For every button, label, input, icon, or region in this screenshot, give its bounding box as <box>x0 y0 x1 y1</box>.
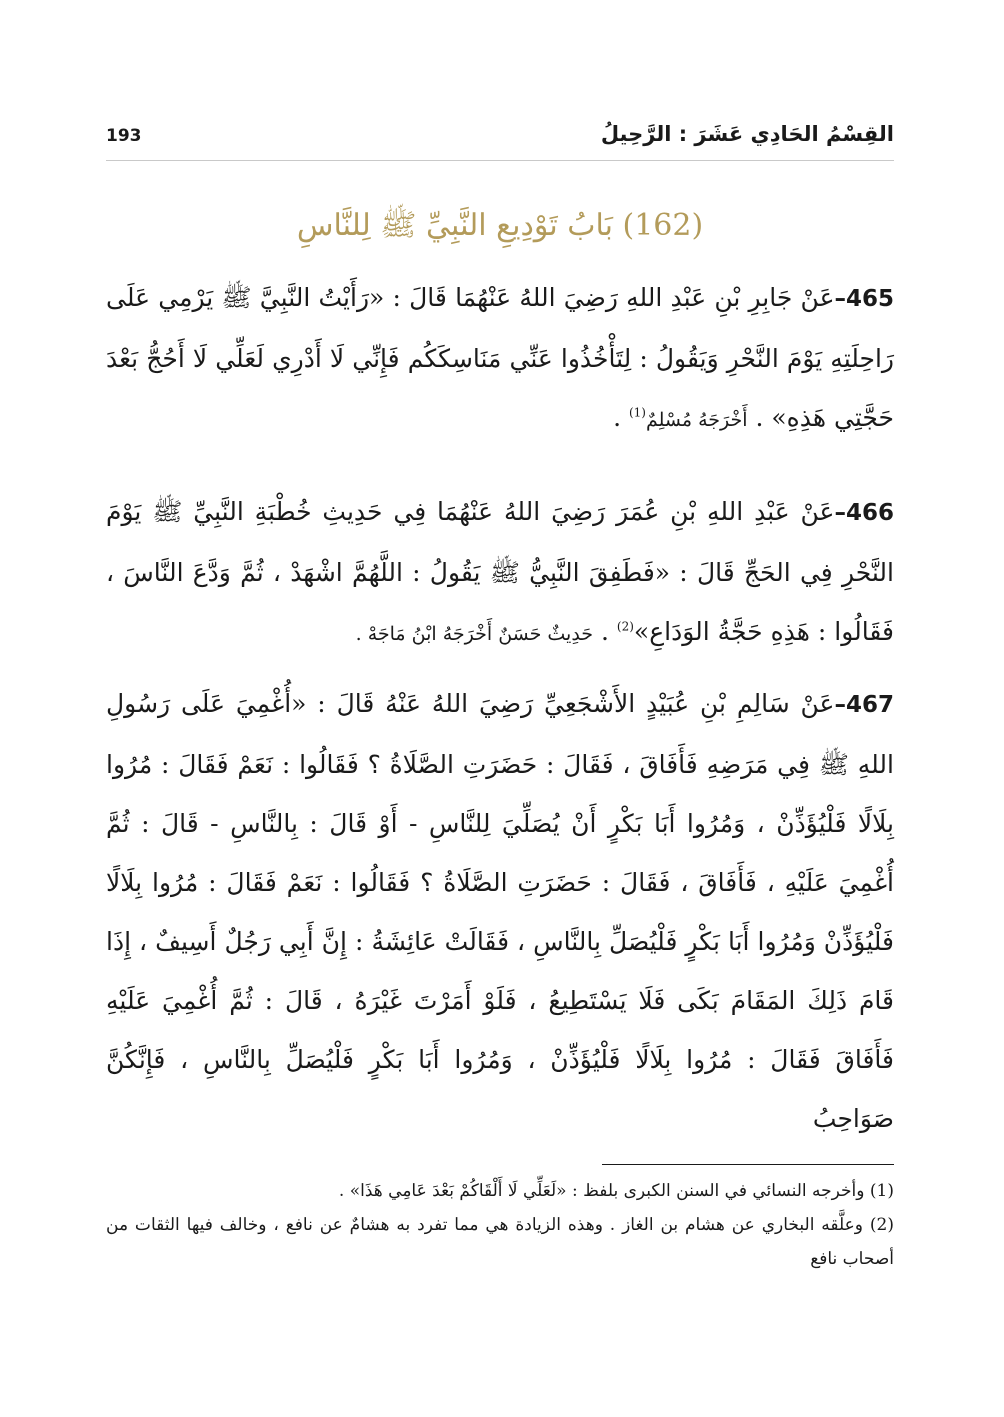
chapter-title: (162) بَابُ تَوْدِيعِ النَّبِيِّ ﷺ لِلنَّاسِ <box>296 208 704 243</box>
hadith-text: عَنْ جَابِرِ بْنِ عَبْدِ اللهِ رَضِيَ اللهُ عَنْهُمَا قَالَ : «رَأَيْتُ النَّبِيَّ ﷺ يَرْمِي عَلَى رَاحِلَتِهِ يَوْمَ النَّحْرِ وَيَقُولُ : لِتَأْخُذُوا عَنِّي مَنَاسِكَكُم فَإِنِّي لَا أَدْرِي لَعَلِّي لَا أَحُجُّ بَعْدَ حَجَّتِي هَذِهِ» . <box>106 283 894 432</box>
hadith-466: 466–عَنْ عَبْدِ اللهِ بْنِ عُمَرَ رَضِيَ اللهُ عَنْهُمَا فِي حَدِيثِ خُطْبَةِ النَّبِيِّ ﷺ يَوْمَ النَّحْرِ فِي الحَجِّ قَالَ : «فَطَفِقَ النَّبِيُّ ﷺ يَقُولُ : اللَّهُمَّ اشْهَدْ ، ثُمَّ وَدَّعَ النَّاسَ ، فَقَالُوا : هَذِهِ حَجَّةُ الوَدَاعِ»$^{(2)}$ . حَدِيثٌ حَسَنٌ أَخْرَجَهُ ابْنُ مَاجَهْ . <box>106 497 894 646</box>
footnote-divider <box>602 1164 894 1165</box>
page-number: 193 <box>106 126 142 146</box>
footnote-marker: (1) <box>628 405 646 420</box>
hadith-465: 465–عَنْ جَابِرِ بْنِ عَبْدِ اللهِ رَضِيَ اللهُ عَنْهُمَا قَالَ : «رَأَيْتُ النَّبِيَّ ﷺ يَرْمِي عَلَى رَاحِلَتِهِ يَوْمَ النَّحْرِ وَيَقُولُ : لِتَأْخُذُوا عَنِّي مَنَاسِكَكُم فَإِنِّي لَا أَدْرِي لَعَلِّي لَا أَحُجُّ بَعْدَ حَجَّتِي هَذِهِ» . أَخْرَجَهُ مُسْلِمٌ$^{(1)}$ . <box>106 283 894 432</box>
hadith-text: عَنْ عَبْدِ اللهِ بْنِ عُمَرَ رَضِيَ اللهُ عَنْهُمَا فِي حَدِيثِ خُطْبَةِ النَّبِيِّ ﷺ يَوْمَ النَّحْرِ فِي الحَجِّ قَالَ : «فَطَفِقَ النَّبِيُّ ﷺ يَقُولُ : اللَّهُمَّ اشْهَدْ ، ثُمَّ وَدَّعَ النَّاسَ ، فَقَالُوا : هَذِهِ حَجَّةُ الوَدَاعِ» <box>106 497 894 646</box>
footnote-1: (1) وأخرجه النسائي في السنن الكبرى بلفظ : «لَعَلِّي لَا أَلْقَاكُمْ بَعْدَ عَامِي هَذَا» . <box>338 1181 894 1201</box>
hadith-source: أَخْرَجَهُ مُسْلِمٌ <box>645 409 748 431</box>
hadith-text: عَنْ سَالِمِ بْنِ عُبَيْدٍ الأَشْجَعِيِّ رَضِيَ اللهُ عَنْهُ قَالَ : «أُغْمِيَ عَلَى رَسُولِ اللهِ ﷺ فِي مَرَضِهِ فَأَفَاقَ ، فَقَالَ : حَضَرَتِ الصَّلَاةُ ؟ فَقَالُوا : نَعَمْ فَقَالَ : مُرُوا بِلَالًا فَلْيُؤَذِّنْ ، وَمُرُوا أَبَا بَكْرٍ أَنْ يُصَلِّيَ لِلنَّاسِ - أَوْ قَالَ : بِالنَّاسِ - قَالَ : ثُمَّ أُغْمِيَ عَلَيْهِ ، فَأَفَاقَ ، فَقَالَ : حَضَرَتِ الصَّلَاةُ ؟ فَقَالُوا : نَعَمْ فَقَالَ : مُرُوا بِلَالًا فَلْيُؤَذِّنْ وَمُرُوا أَبَا بَكْرٍ فَلْيُصَلِّ بِالنَّاسِ ، فَقَالَتْ عَائِشَةُ : إِنَّ أَبِي رَجُلٌ أَسِيفٌ ، إِذَا قَامَ ذَلِكَ المَقَامَ بَكَى فَلَا يَسْتَطِيعُ ، فَلَوْ أَمَرْتَ غَيْرَهُ ، قَالَ : ثُمَّ أُغْمِيَ عَلَيْهِ فَأَفَاقَ فَقَالَ : مُرُوا بِلَالًا فَلْيُؤَذِّنْ ، وَمُرُوا أَبَا بَكْرٍ فَلْيُصَلِّ بِالنَّاسِ ، فَإِنَّكُنَّ صَوَاحِبُ <box>106 689 894 1133</box>
hadith-number: 466– <box>834 500 894 526</box>
hadith-number: 465– <box>834 286 894 312</box>
footnote-marker: (2) <box>616 619 634 634</box>
section-title: القِسْمُ الحَادِي عَشَرَ : الرَّحِيلُ <box>600 122 894 146</box>
footnotes <box>106 1174 894 1276</box>
hadith-number: 467– <box>834 692 894 718</box>
header-divider <box>106 160 894 161</box>
hadith-source: حَدِيثٌ حَسَنٌ أَخْرَجَهُ ابْنُ مَاجَهْ . <box>355 623 594 645</box>
hadith-467 <box>106 674 894 1148</box>
footnote-2: (2) وعلَّقه البخاري عن هشام بن الغاز . وهذه الزيادة هي مما تفرد به هشامٌ عن نافع ، وخالف فيها الثقات من أصحاب نافع <box>106 1215 894 1269</box>
running-header <box>106 118 894 152</box>
book-page <box>106 118 894 1318</box>
